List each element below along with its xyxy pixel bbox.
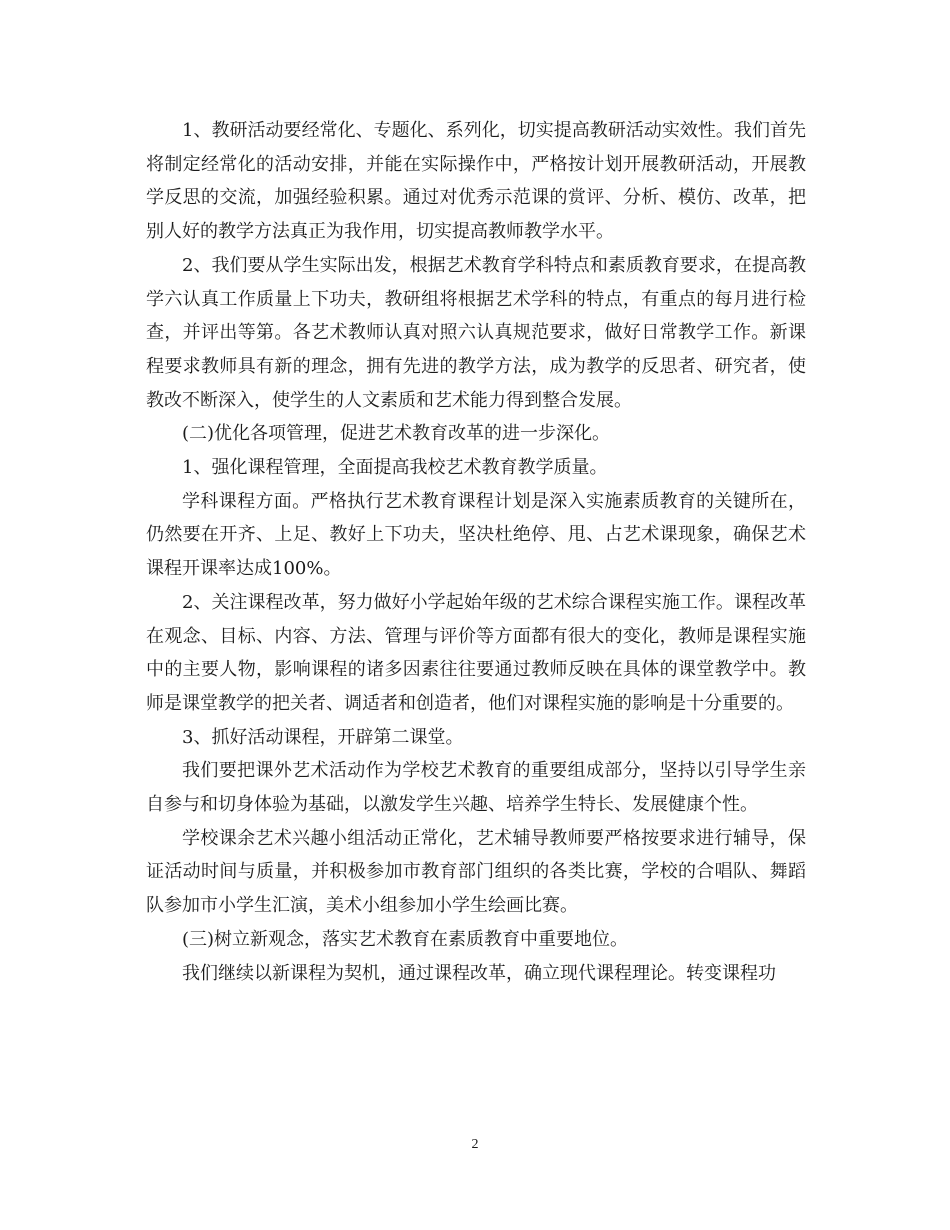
paragraph-4: 学科课程方面。严格执行艺术教育课程计划是深入实施素质教育的关键所在，仍然要在开齐、上足、教好上下功夫，坚决杜绝停、甩、占艺术课现象，确保艺术课程开课率达成100%。 <box>146 490 806 580</box>
paragraph-8: 学校课余艺术兴趣小组活动正常化，艺术辅导教师要严格按要求进行辅导，保证活动时间与质量，并积极参加市教育部门组织的各类比赛，学校的合唱队、舞蹈队参加市小学生汇演，美术小组参加小学生绘画比赛。 <box>146 827 806 917</box>
paragraph-2: 2、我们要从学生实际出发，根据艺术教育学科特点和素质教育要求，在提高教学六认真工作质量上下功夫，教研组将根据艺术学科的特点，有重点的每月进行检查，并评出等第。各艺术教师认真对照六认真规范要求，做好日常教学工作。新课程要求教师具有新的理念，拥有先进的教学方法，成为教学的反思者、研究者，使教改不断深入，使学生的人文素质和艺术能力得到整合发展。 <box>146 254 806 411</box>
paragraph-6: 3、抓好活动课程，开辟第二课堂。 <box>182 726 464 748</box>
document-body <box>146 114 806 990</box>
section-heading-2: (二)优化各项管理，促进艺术教育改革的进一步深化。 <box>182 423 611 445</box>
paragraph-1: 1、教研活动要经常化、专题化、系列化，切实提高教研活动实效性。我们首先将制定经常化的活动安排，并能在实际操作中，严格按计划开展教研活动，开展教学反思的交流，加强经验积累。通过对优秀示范课的赏评、分析、模仿、改革，把别人好的教学方法真正为我作用，切实提高教师教学水平。 <box>146 120 806 243</box>
section-heading-3: (三)树立新观念，落实艺术教育在素质教育中重要地位。 <box>182 928 629 950</box>
paragraph-9: 我们继续以新课程为契机，通过课程改革，确立现代课程理论。转变课程功 <box>182 962 776 984</box>
paragraph-3: 1、强化课程管理，全面提高我校艺术教育教学质量。 <box>182 457 608 479</box>
paragraph-5: 2、关注课程改革，努力做好小学起始年级的艺术综合课程实施工作。课程改革在观念、目标、内容、方法、管理与评价等方面都有很大的变化，教师是课程实施中的主要人物，影响课程的诸多因素往往要通过教师反映在具体的课堂教学中。教师是课堂教学的把关者、调适者和创造者，他们对课程实施的影响是十分重要的。 <box>146 591 806 714</box>
paragraph-7: 我们要把课外艺术活动作为学校艺术教育的重要组成部分，坚持以引导学生亲自参与和切身体验为基础，以激发学生兴趣、培养学生特长、发展健康个性。 <box>146 760 806 816</box>
page-number: 2 <box>471 1137 479 1152</box>
